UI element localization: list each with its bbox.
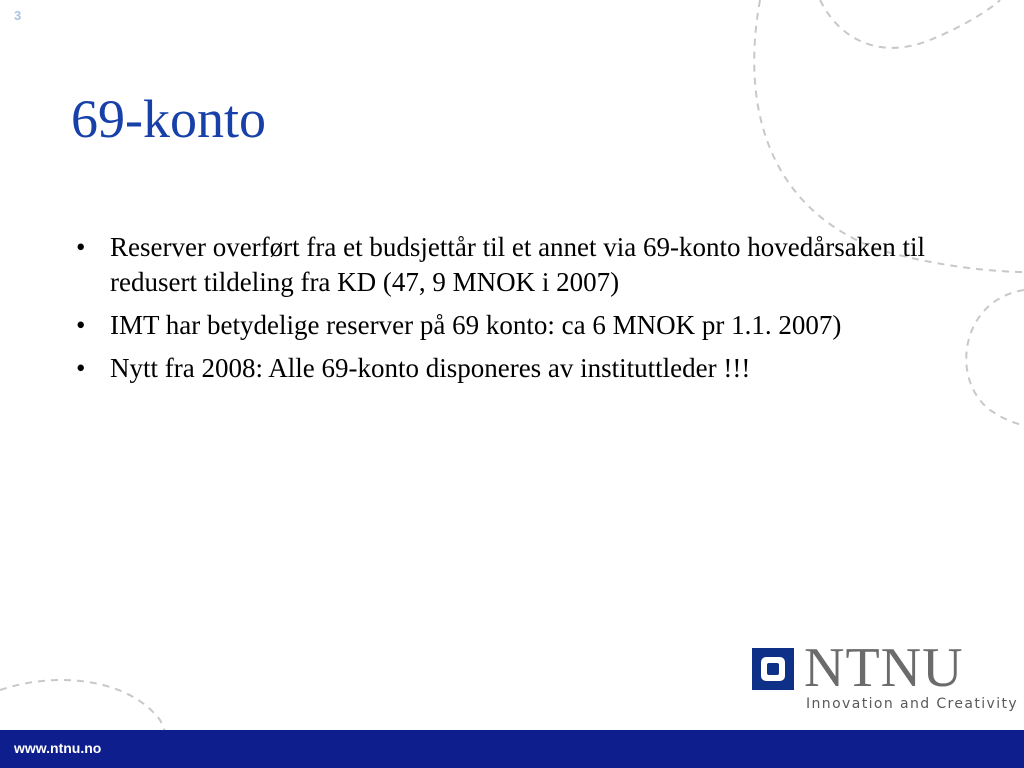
- footer-url: www.ntnu.no: [14, 740, 102, 756]
- ntnu-logo-mark-icon: [752, 648, 794, 690]
- bullet-text-2: IMT har betydelige reserver på 69 konto: ca 6 MNOK pr 1.1. 2007): [110, 310, 842, 340]
- bullet-dot: •: [76, 310, 86, 340]
- slide-number: 3: [14, 8, 22, 23]
- bullet-list: [76, 230, 936, 394]
- bullet-item-1: [76, 230, 936, 300]
- decorative-arc-top: [820, 0, 1000, 48]
- ntnu-logo-tagline: Innovation and Creativity: [806, 696, 1019, 712]
- ntnu-logo-wordmark: NTNU: [804, 637, 964, 699]
- decorative-arc-right: [966, 290, 1024, 425]
- bullet-item-2: [76, 308, 936, 343]
- ntnu-logo: [752, 637, 1019, 718]
- slide-title: 69-konto: [71, 89, 266, 149]
- bullet-text-3: Nytt fra 2008: Alle 69-konto disponeres av instituttleder !!!: [110, 353, 751, 383]
- bullet-item-3: [76, 351, 936, 386]
- bullet-text-1: Reserver overført fra et budsjettår til et annet via 69-konto hovedårsaken til redusert tildeling fra KD (47, 9 MNOK i 2007): [110, 232, 925, 297]
- bullet-dot: •: [76, 232, 86, 262]
- footer-bar: [0, 730, 1024, 768]
- bullet-dot: •: [76, 353, 86, 383]
